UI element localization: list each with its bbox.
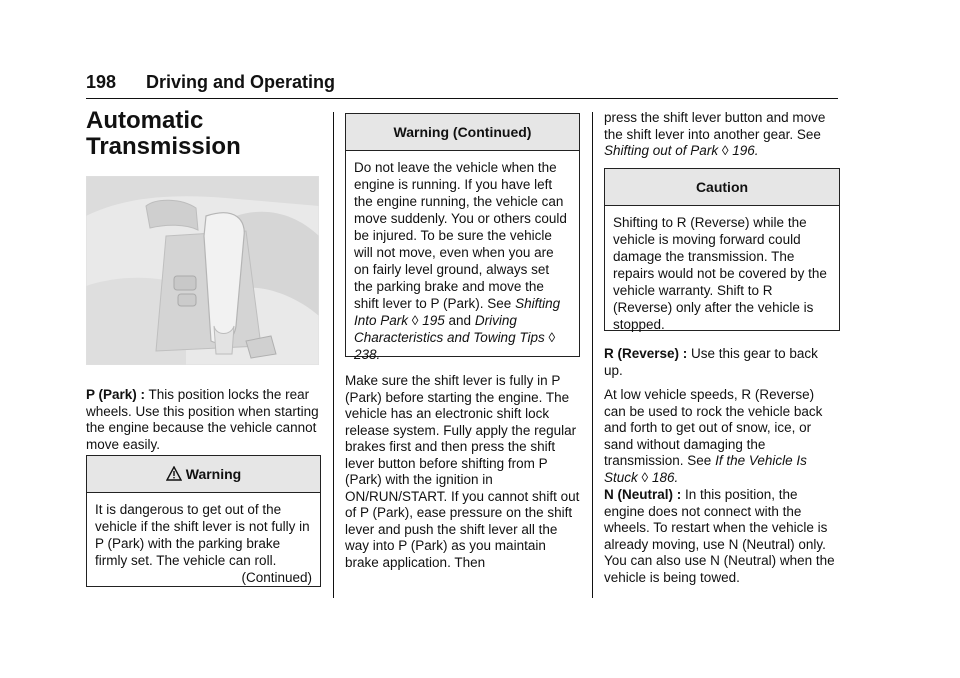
warning-continued-text [354, 159, 571, 363]
section-title-line: Transmission [86, 133, 241, 160]
page-ref-symbol: ◊ [641, 469, 649, 485]
page-number: 198 [86, 72, 117, 92]
header-rule [86, 98, 838, 99]
link-vehicle-stuck[interactable]: If the Vehicle Is Stuck [604, 453, 807, 485]
conjunction: and [448, 313, 472, 328]
warning-continued-header: Warning (Continued) [346, 114, 579, 151]
park-text: This position locks the rear wheels. Use this position when starting the engine because the vehicle cannot move easily. [86, 387, 319, 452]
neutral-term: N (Neutral) : [604, 487, 682, 502]
warning-triangle-icon [166, 466, 182, 481]
neutral-text: In this position, the engine does not connect with the wheels. To restart when the vehicle is already moving, use N (Neutral) only. You can also use N (Neutral) when the vehicle is being towed. [604, 487, 835, 585]
page-ref[interactable]: 186. [651, 469, 679, 485]
warning-header [87, 456, 320, 493]
link-shifting-into-park[interactable]: Shifting Into Park [354, 296, 561, 328]
column-divider [333, 112, 334, 598]
warning-continued-body [346, 151, 579, 371]
section-title [86, 108, 326, 160]
reverse-paragraph-text: At low vehicle speeds, R (Reverse) can be used to rock the vehicle back and forth to get out of snow, ice, or sand without damaging the transmission. See [604, 387, 823, 468]
park-definition [86, 387, 322, 453]
reverse-paragraph [604, 387, 838, 486]
page-ref[interactable]: 195 [422, 313, 445, 328]
shift-out-paragraph [604, 110, 840, 160]
link-driving-characteristics[interactable]: Driving Characteristics and Towing Tips [354, 313, 545, 345]
column-divider [592, 112, 593, 598]
warning-continued-text-body: Do not leave the vehicle when the engine is running. If you have left the engine running, the vehicle can move suddenly. You or others could be injured. To be sure the vehicle will not move, even when you are on fairly level ground, always set the parking brake and move the shift lever to P (Park). See [354, 160, 567, 311]
page-ref-symbol: ◊ [411, 313, 419, 328]
page-ref-symbol: ◊ [548, 330, 556, 345]
shift-lever-illustration-icon [86, 176, 319, 365]
caution-text: Shifting to R (Reverse) while the vehicle is moving forward could damage the transmission. The repairs would not be covered by the vehicle warranty. Shift to R (Reverse) only after the vehicle is stopped. [613, 215, 827, 332]
warning-text: It is dangerous to get out of the vehicle if the shift lever is not fully in P (Park) with the parking brake firmly set. The vehicle can roll. [95, 502, 310, 568]
caution-header: Caution [605, 169, 839, 206]
caution-body [605, 206, 839, 341]
warning-continued-box [345, 113, 580, 362]
page-ref[interactable]: 238. [354, 347, 381, 362]
warning-title: Warning [185, 466, 242, 482]
shift-lever-illustration [86, 176, 319, 365]
page-ref-symbol: ◊ [721, 143, 729, 158]
section-title-line: Automatic [86, 107, 204, 134]
running-header: Driving and Operating [146, 72, 336, 92]
warning-body [87, 493, 320, 594]
page-ref[interactable]: 196. [732, 143, 759, 158]
continued-label: (Continued) [241, 570, 312, 585]
reverse-term: R (Reverse) : [604, 346, 688, 361]
shift-out-text: press the shift lever button and move the shift lever into another gear. See [604, 110, 826, 142]
park-term: P (Park) : [86, 387, 146, 402]
link-shifting-out-of-park[interactable]: Shifting out of Park [604, 143, 719, 158]
reverse-text: Use this gear to back up. [604, 346, 818, 378]
neutral-definition [604, 487, 838, 586]
caution-box [604, 168, 840, 331]
shift-lock-paragraph: Make sure the shift lever is fully in P (Park) before starting the engine. The vehicle has an electronic shift lock release system. Fully apply the regular brakes first and then press the shift lever button before shifting from P (Park) with the ignition in ON/RUN/START. If you cannot shift out of P (Park), ease pressure on the shift lever and push the shift lever all the way into P (Park) as you maintain brake application. Then [345, 373, 580, 570]
reverse-definition [604, 346, 838, 379]
warning-box [86, 455, 321, 587]
